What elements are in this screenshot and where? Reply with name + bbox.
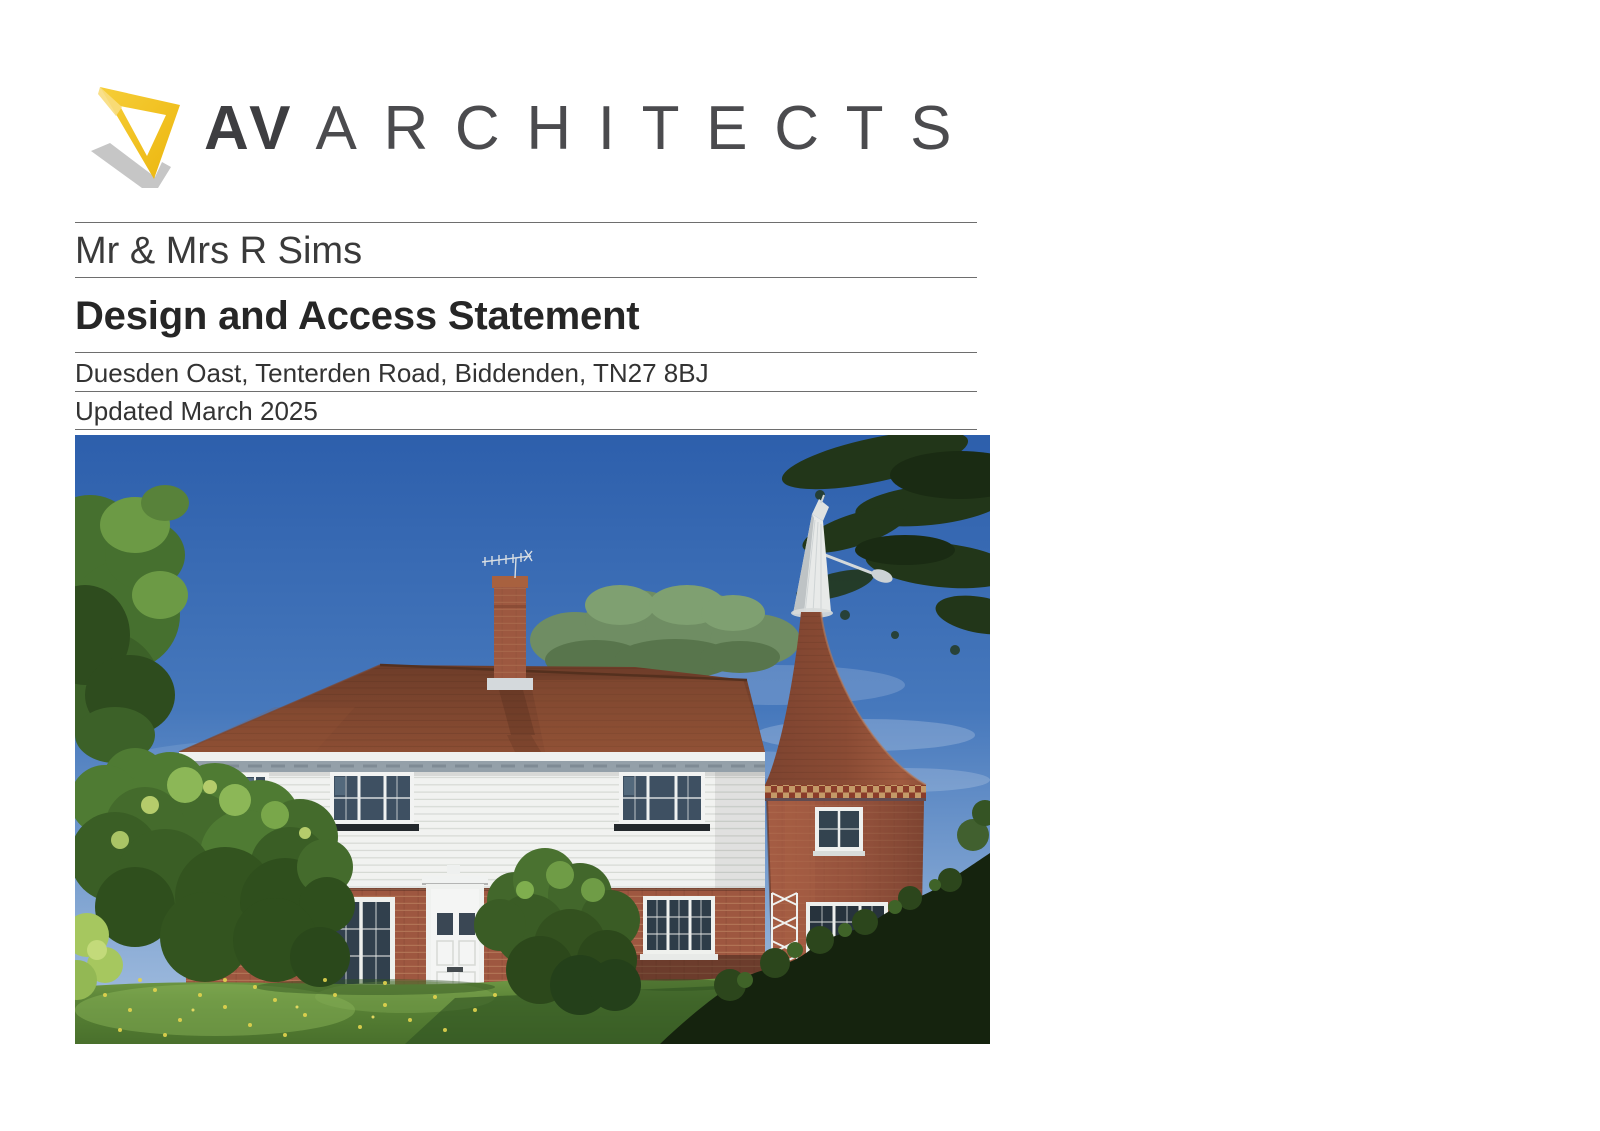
document-title: Design and Access Statement — [75, 278, 977, 353]
updated-date: Updated March 2025 — [75, 392, 977, 430]
brand-wordmark — [204, 94, 979, 163]
oast-house-photo — [75, 435, 990, 1044]
av-architects-logo-icon — [76, 66, 192, 192]
property-photo — [75, 435, 990, 1044]
brand-name-bold: AV — [204, 94, 296, 163]
client-name: Mr & Mrs R Sims — [75, 222, 977, 278]
site-address: Duesden Oast, Tenterden Road, Biddenden, TN27 8BJ — [75, 353, 977, 392]
brand-name-rest: ARCHITECTS — [315, 94, 979, 163]
